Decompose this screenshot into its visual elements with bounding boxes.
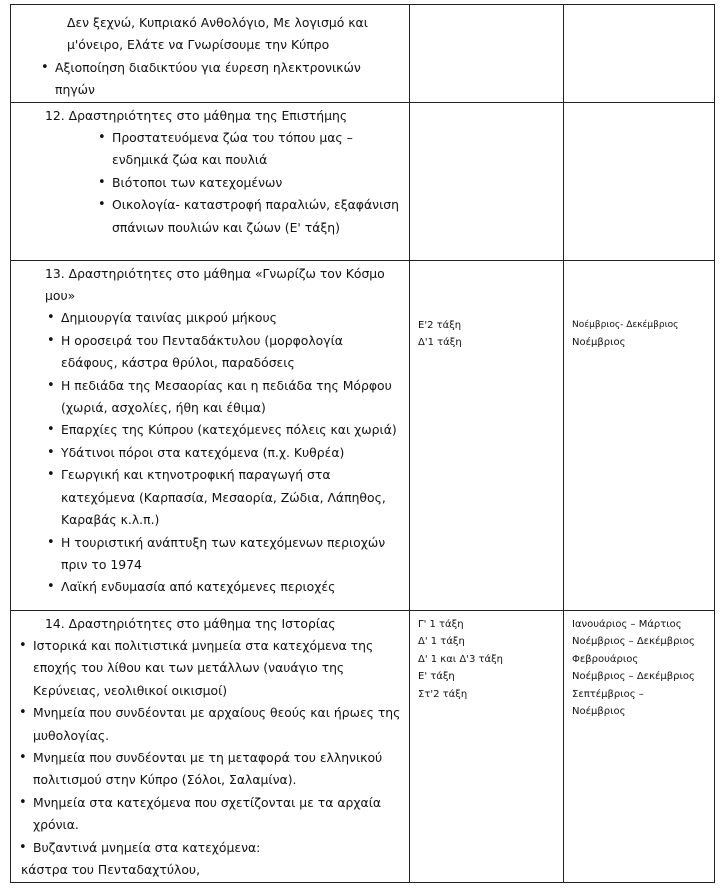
list-item: • Επαρχίες της Κύπρου (κατεχόμενες πόλεις και χωριά) <box>61 419 403 441</box>
table-row <box>11 102 715 260</box>
heading-text: 13. Δραστηριότητες στο μάθημα «Γνωρίζω τον Κόσμο μου» <box>45 265 385 304</box>
list-item: • Μνημεία στα κατεχόμενα που σχετίζονται με τα αρχαία χρόνια. <box>33 792 403 837</box>
list-item: • Η τουριστική ανάπτυξη των κατεχόμενων περιοχών πριν το 1974 <box>61 532 403 577</box>
list-item: • Λαϊκή ενδυμασία από κατεχόμενες περιοχές <box>61 576 403 598</box>
month-item: Σεπτέμβριος – <box>572 688 644 700</box>
table-row <box>11 610 715 882</box>
list-item: • Βυζαντινά μνημεία στα κατεχόμενα: <box>33 837 403 859</box>
grade-item: Δ' 1 και Δ'3 τάξη <box>418 653 504 665</box>
grade-cell <box>410 102 564 260</box>
list-item: • Μνημεία που συνδέονται με τη μεταφορά του ελληνικού πολιτισμού στην Κύπρο (Σόλοι, Σαλαμίνα). <box>33 747 403 792</box>
grade-item: Ε' τάξη <box>418 671 455 683</box>
bullet-list <box>55 57 397 102</box>
activity-cell <box>11 610 410 882</box>
activities-table <box>10 4 715 883</box>
list-item: • Γεωργική και κτηνοτροφική παραγωγή στα κατεχόμενα (Καρπασία, Μεσαορία, Ζώδια, Λάπηθος, Καραβάς κ.λ.π.) <box>61 464 403 531</box>
section-heading: 14. Δραστηριότητες στο μάθημα της Ιστορίας <box>45 615 336 631</box>
list-item: • Η πεδιάδα της Μεσαορίας και η πεδιάδα της Μόρφου (χωριά, ασχολίες, ήθη και έθιμα) <box>61 375 403 420</box>
grade-list <box>410 261 563 352</box>
activity-cell <box>11 260 410 610</box>
month-item: Νοέμβριος – Δεκέμβριος <box>572 671 695 683</box>
continuation-text: Δεν ξεχνώ, Κυπριακό Ανθολόγιο, Με λογισμό και μ'όνειρο, Ελάτε να Γνωρίσουμε την Κύπρο <box>67 15 368 53</box>
activity-cell <box>11 102 410 260</box>
activity-cell <box>11 5 410 103</box>
section-heading: 12. Δραστηριότητες στο μάθημα της Επιστήμης <box>45 107 348 123</box>
list-item: • Βιότοποι των κατεχομένων <box>112 172 403 194</box>
month-list <box>564 611 714 721</box>
grade-item: Γ' 1 τάξη <box>418 618 464 630</box>
month-list <box>564 261 714 352</box>
month-cell <box>564 5 715 103</box>
month-cell <box>564 102 715 260</box>
month-cell <box>564 610 715 882</box>
list-item: • Προστατευόμενα ζώα του τόπου μας – ενδημικά ζώα και πουλιά <box>112 127 403 172</box>
month-item: Φεβρουάριος <box>572 653 639 665</box>
month-item: Νοέμβριος <box>572 706 626 718</box>
grade-item: Στ'2 τάξη <box>418 688 468 700</box>
bullet-list <box>33 635 403 859</box>
grade-cell <box>410 610 564 882</box>
grade-item: Δ'1 τάξη <box>418 337 462 349</box>
table-row <box>11 5 715 103</box>
section-heading <box>45 263 395 308</box>
bullet-list <box>112 127 403 239</box>
grade-item: Δ' 1 τάξη <box>418 636 465 648</box>
trailing-text: κάστρα του Πενταδαχτύλου, <box>21 862 201 878</box>
month-item: Νοέμβριος- Δεκέμβριος <box>572 319 679 330</box>
grade-item: Ε'2 τάξη <box>418 319 462 331</box>
list-item: • Ιστορικά και πολιτιστικά μνημεία στα κατεχόμενα της εποχής του λίθου και των μετάλλων (ναυάγιο της Κερύνειας, νεολιθικοί οικισμοί) <box>33 635 403 702</box>
grade-list <box>410 611 563 704</box>
bullet-list <box>61 307 403 598</box>
table-row <box>11 260 715 610</box>
list-item: • Δημιουργία ταινίας μικρού μήκους <box>61 307 403 329</box>
list-item: • Αξιοποίηση διαδικτύου για έυρεση ηλεκτρονικών πηγών <box>55 57 397 102</box>
month-cell <box>564 260 715 610</box>
month-item: Νοέμβριος <box>572 337 626 349</box>
list-item: • Οικολογία- καταστροφή παραλιών, εξαφάνιση σπάνιων πουλιών και ζώων (Ε' τάξη) <box>112 194 403 239</box>
month-item: Νοέμβριος – Δεκέμβριος <box>572 636 695 648</box>
list-item: • Η οροσειρά του Πενταδάκτυλου (μορφολογία εδάφους, κάστρα θρύλοι, παραδόσεις <box>61 330 403 375</box>
grade-cell <box>410 5 564 103</box>
grade-cell <box>410 260 564 610</box>
month-item: Ιανουάριος – Μάρτιος <box>572 618 682 630</box>
list-item: • Υδάτινοι πόροι στα κατεχόμενα (π.χ. Κυθρέα) <box>61 442 403 464</box>
list-item: • Μνημεία που συνδέονται με αρχαίους θεούς και ήρωες της μυθολογίας. <box>33 702 403 747</box>
